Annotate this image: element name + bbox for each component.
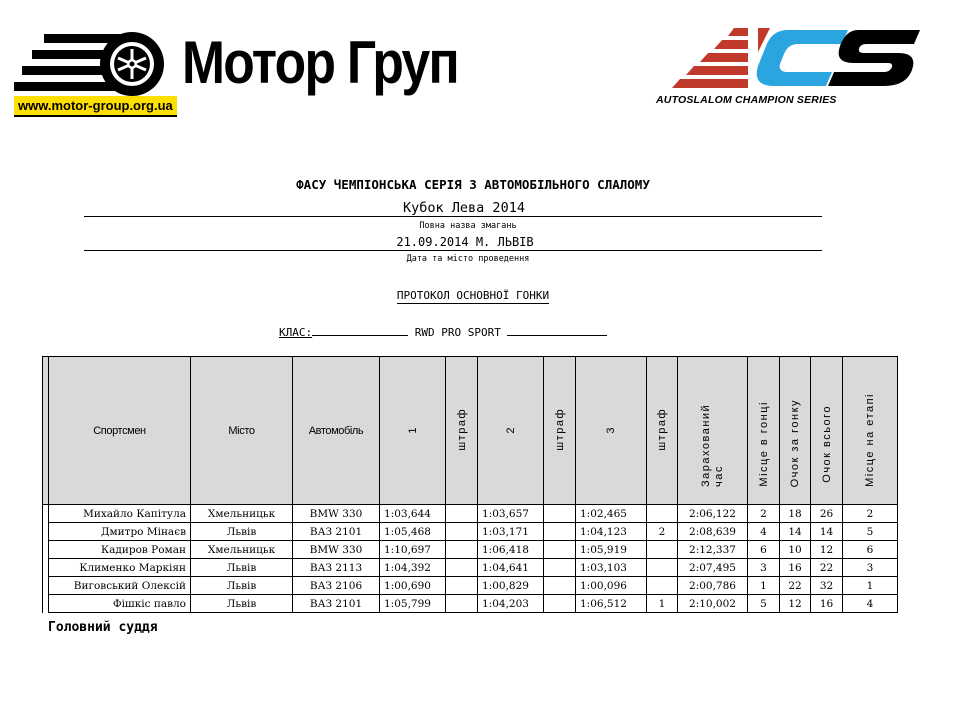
table-header-row bbox=[43, 357, 898, 505]
cell-place-stage: 2 bbox=[843, 505, 898, 523]
cell-points-total: 32 bbox=[811, 577, 843, 595]
cell-points-race: 12 bbox=[780, 595, 811, 613]
cell-athlete: Фішкіс павло bbox=[49, 595, 191, 613]
cell-athlete: Виговський Олексій bbox=[49, 577, 191, 595]
col-points-race bbox=[780, 357, 811, 505]
cell-place-stage: 5 bbox=[843, 523, 898, 541]
wheel-icon bbox=[14, 30, 179, 100]
cell-penalty3 bbox=[647, 559, 678, 577]
cell-penalty1 bbox=[446, 559, 478, 577]
cell-city: Львів bbox=[191, 577, 293, 595]
table-row bbox=[43, 505, 898, 523]
cup-underline bbox=[84, 216, 822, 217]
cell-place-race: 5 bbox=[748, 595, 780, 613]
cell-car: ВАЗ 2113 bbox=[293, 559, 380, 577]
cell-penalty2 bbox=[544, 559, 576, 577]
cell-run1: 1:05,468 bbox=[380, 523, 446, 541]
cell-points-race: 14 bbox=[780, 523, 811, 541]
cell-points-total: 12 bbox=[811, 541, 843, 559]
col-place-stage-label: Місце на етапі bbox=[864, 393, 876, 487]
col-total-time-label: Зарахований час bbox=[699, 403, 725, 487]
class-value: RWD PRO SPORT bbox=[414, 326, 501, 339]
cell-place-stage: 6 bbox=[843, 541, 898, 559]
cell-run2: 1:06,418 bbox=[478, 541, 544, 559]
cell-run3: 1:05,919 bbox=[576, 541, 647, 559]
acs-tagline: AUTOSLALOM CHAMPION SERIES bbox=[656, 94, 837, 106]
cell-points-race: 16 bbox=[780, 559, 811, 577]
cell-place-race: 4 bbox=[748, 523, 780, 541]
class-line bbox=[279, 326, 607, 339]
cell-penalty1 bbox=[446, 541, 478, 559]
cell-penalty2 bbox=[544, 505, 576, 523]
cell-car: ВАЗ 2101 bbox=[293, 595, 380, 613]
col-penalty2 bbox=[544, 357, 576, 505]
date-place-caption: Дата та місто проведення bbox=[406, 254, 530, 264]
cell-penalty2 bbox=[544, 541, 576, 559]
cell-penalty3 bbox=[647, 505, 678, 523]
cell-run3: 1:00,096 bbox=[576, 577, 647, 595]
cell-athlete: Клименко Маркіян bbox=[49, 559, 191, 577]
cell-run1: 1:10,697 bbox=[380, 541, 446, 559]
cell-run1: 1:05,799 bbox=[380, 595, 446, 613]
cell-car: BMW 330 bbox=[293, 505, 380, 523]
cell-penalty1 bbox=[446, 577, 478, 595]
cell-total-time: 2:10,002 bbox=[678, 595, 748, 613]
cell-run2: 1:04,203 bbox=[478, 595, 544, 613]
results-table bbox=[42, 356, 898, 613]
cell-run3: 1:02,465 bbox=[576, 505, 647, 523]
motor-group-url: www.motor-group.org.ua bbox=[14, 96, 177, 117]
cell-place-race: 3 bbox=[748, 559, 780, 577]
cell-place-race: 6 bbox=[748, 541, 780, 559]
cell-penalty3 bbox=[647, 541, 678, 559]
cell-run3: 1:06,512 bbox=[576, 595, 647, 613]
cell-penalty1 bbox=[446, 505, 478, 523]
cell-points-race: 10 bbox=[780, 541, 811, 559]
acs-emblem-icon bbox=[648, 22, 930, 92]
cell-run2: 1:00,829 bbox=[478, 577, 544, 595]
cell-place-stage: 4 bbox=[843, 595, 898, 613]
motor-group-title: Мотор Груп bbox=[182, 29, 458, 96]
cell-total-time: 2:07,495 bbox=[678, 559, 748, 577]
cell-penalty1 bbox=[446, 523, 478, 541]
cell-city: Львів bbox=[191, 559, 293, 577]
chief-judge-label: Головний суддя bbox=[48, 620, 158, 635]
col-total-time bbox=[678, 357, 748, 505]
col-penalty2-label: штраф bbox=[553, 407, 566, 451]
competition-name-caption: Повна назва змагань bbox=[419, 221, 517, 231]
col-run1-label: 1 bbox=[406, 425, 419, 434]
cell-place-race: 1 bbox=[748, 577, 780, 595]
cell-city: Львів bbox=[191, 595, 293, 613]
cell-place-stage: 3 bbox=[843, 559, 898, 577]
cell-run1: 1:03,644 bbox=[380, 505, 446, 523]
col-car: Автомобіль bbox=[293, 357, 380, 505]
col-points-total bbox=[811, 357, 843, 505]
document-title: ФАСУ ЧЕМПІОНСЬКА СЕРІЯ З АВТОМОБІЛЬНОГО СЛАЛОМУ bbox=[296, 177, 650, 192]
cell-points-total: 22 bbox=[811, 559, 843, 577]
col-run2 bbox=[478, 357, 544, 505]
cell-athlete: Михайло Капітула bbox=[49, 505, 191, 523]
col-points-total-label: Очок всього bbox=[820, 405, 833, 483]
cell-run3: 1:04,123 bbox=[576, 523, 647, 541]
col-city: Місто bbox=[191, 357, 293, 505]
col-run1 bbox=[380, 357, 446, 505]
cell-penalty2 bbox=[544, 577, 576, 595]
cell-place-race: 2 bbox=[748, 505, 780, 523]
cell-run3: 1:03,103 bbox=[576, 559, 647, 577]
cell-run2: 1:03,171 bbox=[478, 523, 544, 541]
cell-penalty3 bbox=[647, 577, 678, 595]
col-penalty3-label: штраф bbox=[656, 407, 668, 451]
cell-place-stage: 1 bbox=[843, 577, 898, 595]
table-row bbox=[43, 523, 898, 541]
cell-car: ВАЗ 2106 bbox=[293, 577, 380, 595]
cell-city: Хмельницьк bbox=[191, 505, 293, 523]
protocol-heading-text: ПРОТОКОЛ ОСНОВНОЇ ГОНКИ bbox=[396, 289, 550, 302]
date-underline bbox=[84, 250, 822, 251]
col-points-race-label: Очок за гонку bbox=[789, 398, 801, 487]
col-place-race-label: Місце в гонці bbox=[757, 401, 770, 487]
cell-points-total: 26 bbox=[811, 505, 843, 523]
col-athlete: Спортсмен bbox=[49, 357, 191, 505]
cell-points-race: 18 bbox=[780, 505, 811, 523]
table-row bbox=[43, 541, 898, 559]
col-place-stage bbox=[843, 357, 898, 505]
cell-penalty1 bbox=[446, 595, 478, 613]
col-penalty1-label: штраф bbox=[455, 407, 468, 451]
col-run2-label: 2 bbox=[504, 425, 517, 434]
class-label: КЛАС: bbox=[279, 326, 313, 339]
cell-penalty2 bbox=[544, 523, 576, 541]
cell-run2: 1:04,641 bbox=[478, 559, 544, 577]
cell-total-time: 2:12,337 bbox=[678, 541, 748, 559]
col-run3 bbox=[576, 357, 647, 505]
cell-penalty3: 2 bbox=[647, 523, 678, 541]
cell-total-time: 2:00,786 bbox=[678, 577, 748, 595]
cell-points-total: 16 bbox=[811, 595, 843, 613]
class-blank-right bbox=[507, 335, 607, 336]
col-place-race bbox=[748, 357, 780, 505]
cell-city: Львів bbox=[191, 523, 293, 541]
class-blank-left bbox=[312, 335, 408, 336]
table-row bbox=[43, 559, 898, 577]
col-penalty1 bbox=[446, 357, 478, 505]
cell-points-total: 14 bbox=[811, 523, 843, 541]
cell-run1: 1:04,392 bbox=[380, 559, 446, 577]
cell-points-race: 22 bbox=[780, 577, 811, 595]
cell-car: ВАЗ 2101 bbox=[293, 523, 380, 541]
cell-penalty3: 1 bbox=[647, 595, 678, 613]
cell-run2: 1:03,657 bbox=[478, 505, 544, 523]
acs-logo bbox=[648, 22, 930, 108]
results-body bbox=[43, 505, 898, 613]
col-run3-label: 3 bbox=[605, 425, 617, 434]
col-penalty3 bbox=[647, 357, 678, 505]
cell-penalty2 bbox=[544, 595, 576, 613]
cell-car: BMW 330 bbox=[293, 541, 380, 559]
cell-total-time: 2:06,122 bbox=[678, 505, 748, 523]
table-row bbox=[43, 577, 898, 595]
cell-city: Хмельницьк bbox=[191, 541, 293, 559]
table-row bbox=[43, 595, 898, 613]
motor-group-logo bbox=[14, 20, 464, 124]
date-place: 21.09.2014 М. ЛЬВІВ bbox=[396, 235, 534, 249]
competition-name: Кубок Лева 2014 bbox=[403, 200, 525, 216]
protocol-heading bbox=[0, 289, 953, 302]
cell-athlete: Дмитро Мінаєв bbox=[49, 523, 191, 541]
cell-run1: 1:00,690 bbox=[380, 577, 446, 595]
cell-athlete: Кадиров Роман bbox=[49, 541, 191, 559]
cell-total-time: 2:08,639 bbox=[678, 523, 748, 541]
